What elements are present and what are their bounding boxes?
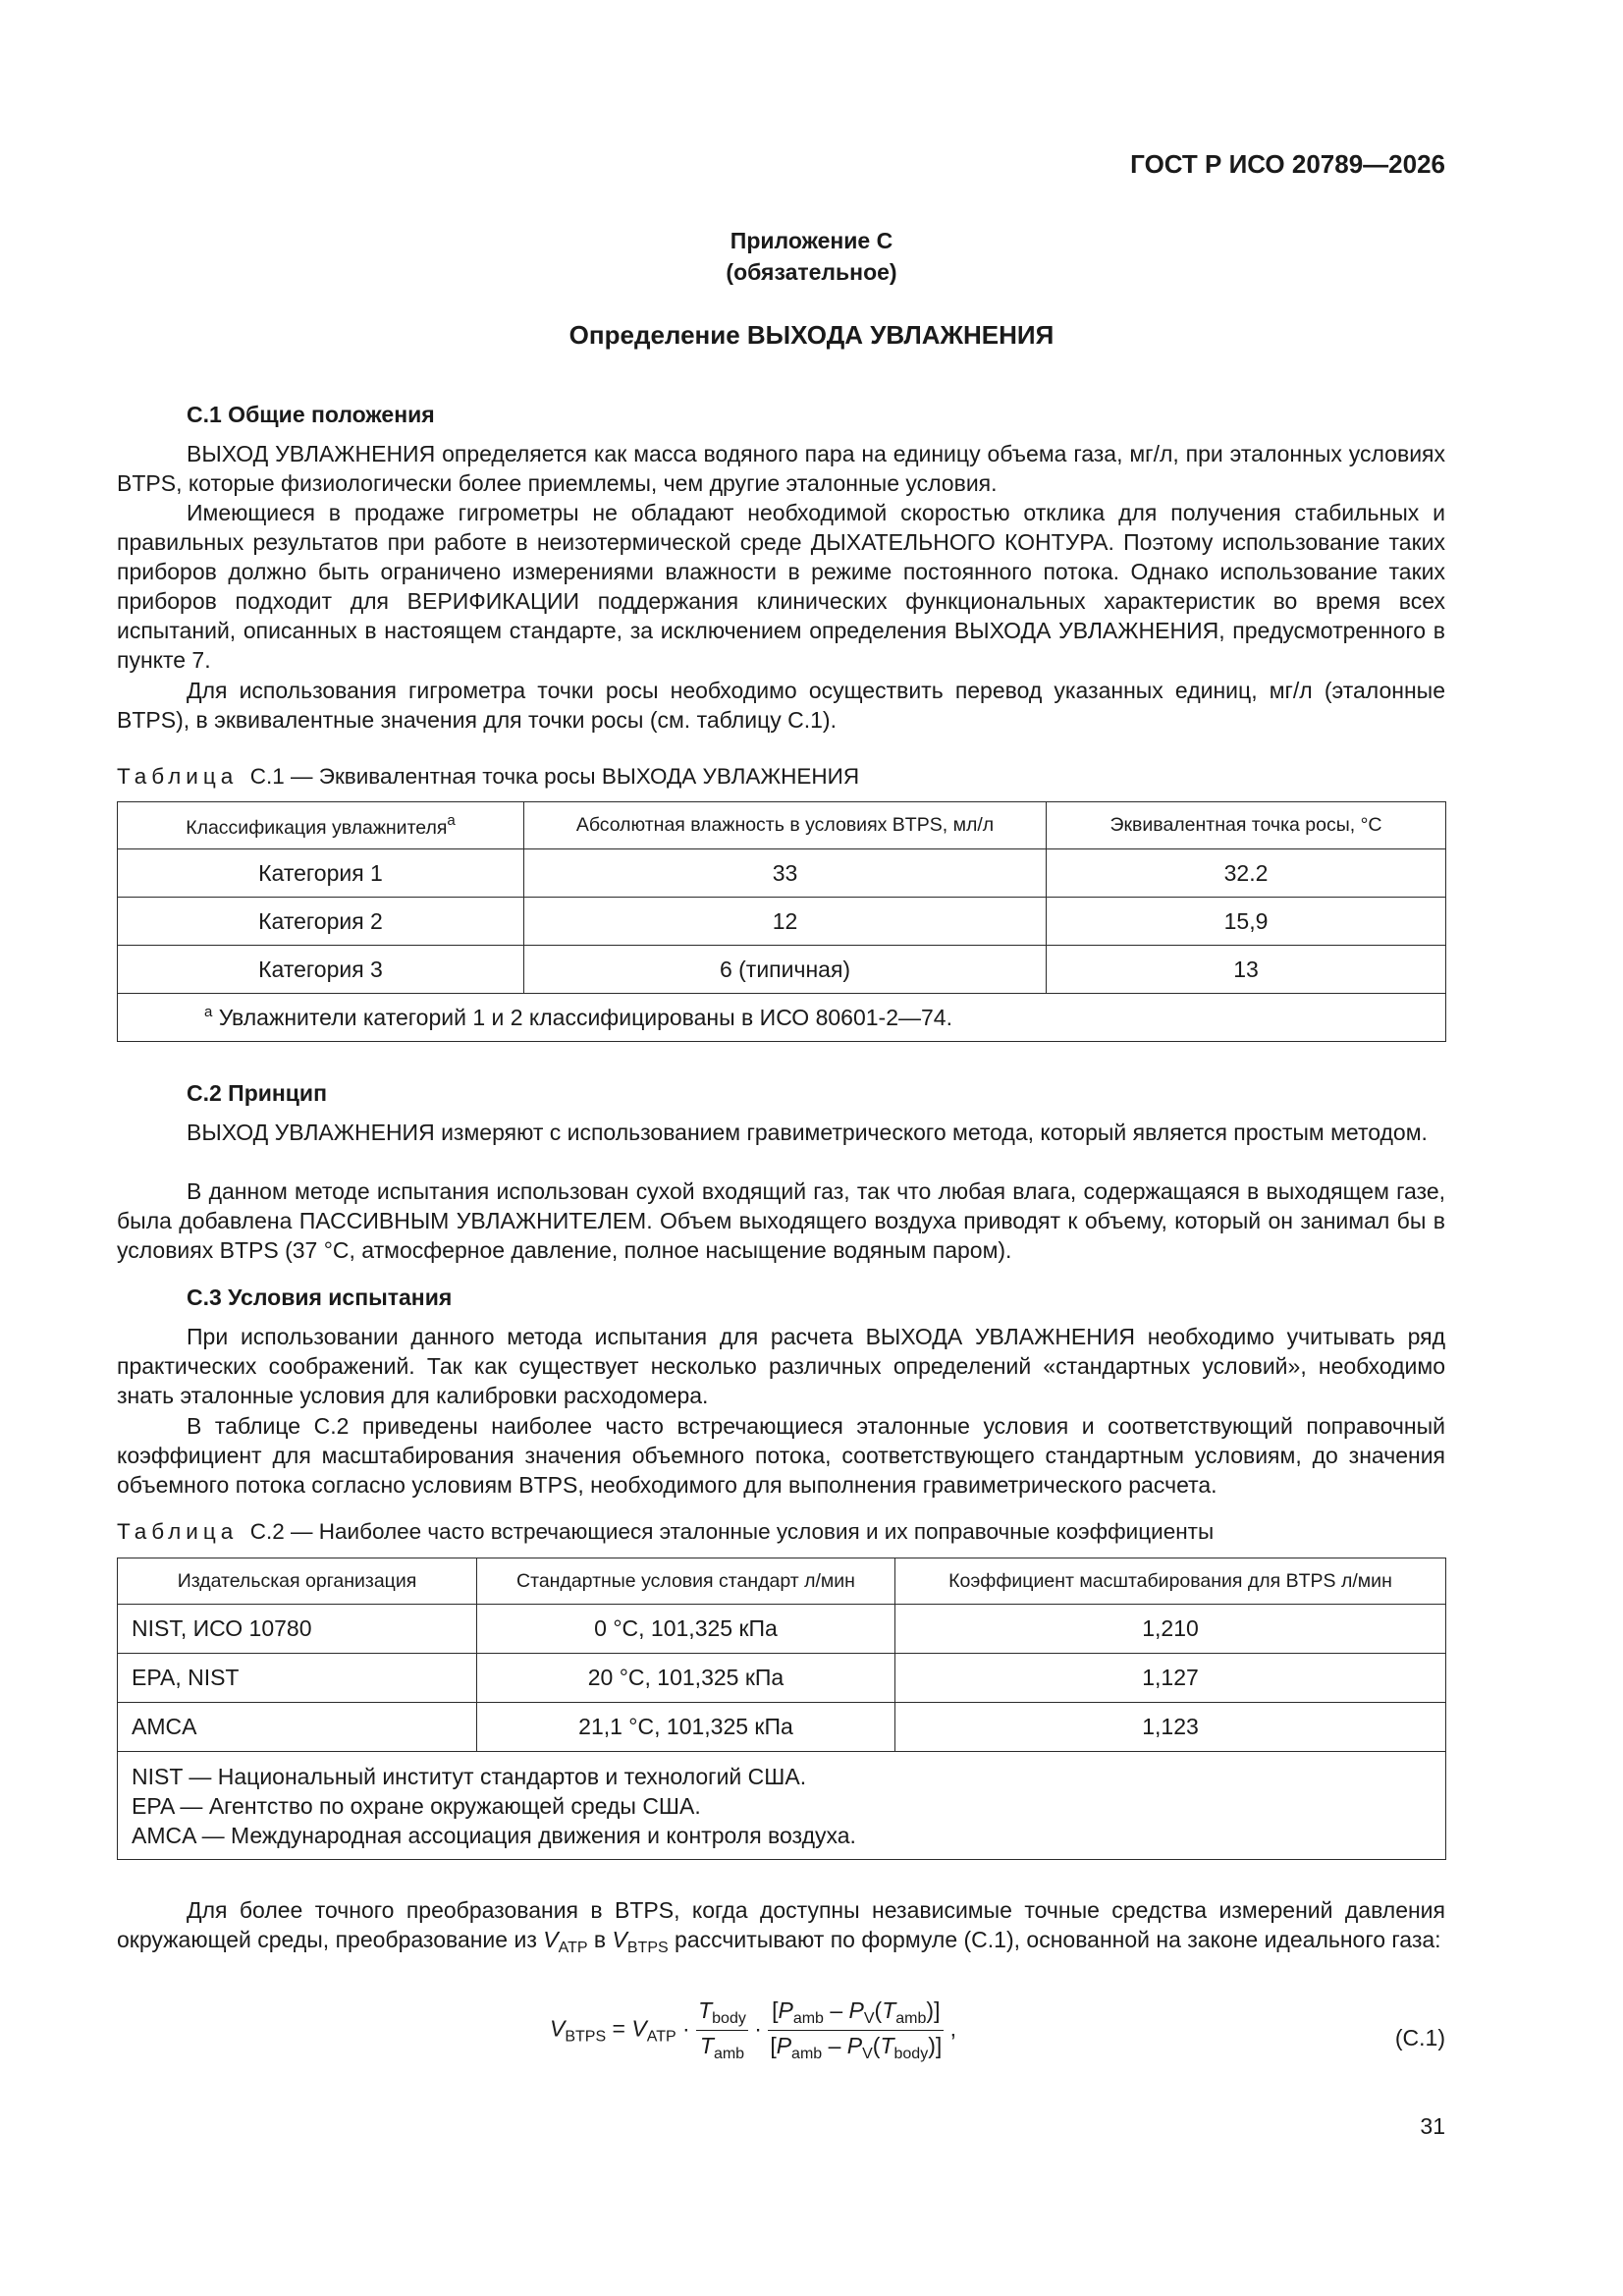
table-row — [118, 849, 1446, 898]
table-cell: 15,9 — [1047, 898, 1446, 946]
table-notes — [118, 1752, 1446, 1860]
table-cell: 13 — [1047, 946, 1446, 994]
table-footnote: $^a$ Увлажнители категорий 1 и 2 классифицированы в ИСО 80601-2—74. — [118, 994, 1446, 1042]
table-caption-word: Таблица — [117, 764, 239, 789]
table-row — [118, 1703, 1446, 1752]
column-header: Абсолютная влажность в условиях BTPS, мл/л — [524, 802, 1047, 849]
table-cell: 21,1 °С, 101,325 кПа — [477, 1703, 895, 1752]
table-cell: Категория 1 — [118, 849, 524, 898]
table-cell: Категория 2 — [118, 898, 524, 946]
table-cell: 12 — [524, 898, 1047, 946]
column-header: Коэффициент масштабирования для BTPS л/мин — [895, 1558, 1446, 1605]
table-row — [118, 898, 1446, 946]
table-header-row — [118, 1558, 1446, 1605]
paragraph: В данном методе испытания использован сухой входящий газ, так что любая влага, содержащаяся в выходящем газе, была добавлена ПАССИВНЫМ УВЛАЖНИТЕЛЕМ. Объем выходящего воздуха приводят к объему, который он занимал бы в условиях BTPS (37 °С, атмосферное давление, полное насыщение водяным паром). — [117, 1178, 1445, 1263]
table-caption — [117, 1519, 1214, 1545]
table-caption-text: С.2 — Наиболее часто встречающиеся эталонные условия и их поправочные коэффициенты — [249, 1519, 1215, 1544]
abbreviation-note: NIST — Национальный институт стандартов и технологий США. — [132, 1763, 807, 1789]
paragraph: ВЫХОД УВЛАЖНЕНИЯ определяется как масса водяного пара на единицу объема газа, мг/л, при эталонных условиях BTPS, которые физиологически более приемлемы, чем другие эталонные условия. — [117, 441, 1445, 496]
table-caption — [117, 764, 859, 790]
reference-conditions-table — [117, 1558, 1446, 1860]
table-cell: NIST, ИСО 10780 — [118, 1605, 477, 1654]
page-number: 31 — [1420, 2113, 1445, 2139]
table-cell: 1,123 — [895, 1703, 1446, 1752]
table-cell: Категория 3 — [118, 946, 524, 994]
table-cell: AMCA — [118, 1703, 477, 1752]
table-cell: 6 (типичная) — [524, 946, 1047, 994]
footnote-marker: a — [447, 811, 456, 829]
table-cell: 0 °С, 101,325 кПа — [477, 1605, 895, 1654]
abbreviation-note: EPA — Агентство по охране окружающей среды США. — [132, 1792, 701, 1819]
abbreviation-note: AMCA — Международная ассоциация движения и контроля воздуха. — [132, 1822, 856, 1848]
table-row — [118, 946, 1446, 994]
paragraph: Для использования гигрометра точки росы необходимо осуществить перевод указанных единиц, мг/л (эталонные BTPS), в эквивалентные значения для точки росы (см. таблицу С.1). — [117, 678, 1445, 733]
column-header: Стандартные условия стандарт л/мин — [477, 1558, 895, 1605]
table-cell: EPA, NIST — [118, 1654, 477, 1703]
pressure-ratio: $\frac{[P_{amb} - P_V(T_{amb})]}{[P_{amb} - P_V(T_{body})]}$ — [770, 1997, 943, 2062]
paragraph-btps-conversion: Для более точного преобразования в BTPS, когда доступны независимые точные средства измерений давления окружающей среды, преобразование из $V_{ATP}$ в $V_{BTPS}$ рассчитывают по формуле (С.1), основанной на законе идеального газа: — [117, 1897, 1445, 1956]
table-cell: 1,127 — [895, 1654, 1446, 1703]
table-row — [118, 1605, 1446, 1654]
table-notes-row — [118, 1752, 1446, 1860]
standard-designation: ГОСТ Р ИСО 20789—2026 — [1130, 149, 1445, 179]
table-cell: 33 — [524, 849, 1047, 898]
paragraph: В таблице С.2 приведены наиболее часто встречающиеся эталонные условия и соответствующий поправочный коэффициент для масштабирования значения объемного потока, соответствующего стандартным условиям, до значения объемного потока согласно условиям BTPS, необходимого для выполнения гравиметрического расчета. — [117, 1413, 1445, 1498]
dew-point-table — [117, 801, 1446, 1042]
table-row — [118, 1654, 1446, 1703]
formula-number: (С.1) — [1394, 2025, 1445, 2050]
table-cell: 20 °С, 101,325 кПа — [477, 1654, 895, 1703]
section-heading-c1: С.1 Общие положения — [187, 402, 435, 427]
table-header-row — [118, 802, 1446, 849]
column-header: Издательская организация — [118, 1558, 477, 1605]
appendix-title: Определение ВЫХОДА УВЛАЖНЕНИЯ — [568, 320, 1055, 350]
temperature-ratio: $\frac{T_{body}}{T_{amb}}$ — [698, 1997, 746, 2062]
section-heading-c3: С.3 Условия испытания — [187, 1285, 453, 1310]
paragraph: Имеющиеся в продаже гигрометры не обладают необходимой скоростью отклика для получения стабильных и правильных результатов при работе в неизотермической среде ДЫХАТЕЛЬНОГО КОНТУРА. Поэтому использование таких приборов должно быть ограничено измерениями влажности в режиме постоянного потока. Однако использование таких приборов подходит для ВЕРИФИКАЦИИ поддержания клинических функциональных характеристик во время всех испытаний, описанных в настоящем стандарте, за исключением определения ВЫХОДА УВЛАЖНЕНИЯ, предусмотренного в пункте 7. — [117, 500, 1445, 673]
table-cell: 1,210 — [895, 1605, 1446, 1654]
column-header: Классификация увлажнителя$^a$ — [118, 802, 524, 849]
table-cell: 32.2 — [1047, 849, 1446, 898]
paragraph: При использовании данного метода испытания для расчета ВЫХОДА УВЛАЖНЕНИЯ необходимо учитывать ряд практических соображений. Так как существует несколько различных определений «стандартных условий», необходимо знать эталонные условия для калибровки расходомера. — [117, 1324, 1445, 1408]
section-heading-c2: С.2 Принцип — [187, 1080, 327, 1106]
table-caption-word: Таблица — [117, 1519, 239, 1544]
column-header: Эквивалентная точка росы, °С — [1047, 802, 1446, 849]
paragraph: ВЫХОД УВЛАЖНЕНИЯ измеряют с использованием гравиметрического метода, который является простым методом. — [187, 1120, 1428, 1145]
formula-c1: $V_{BTPS} = V_{ATP}$ · $\frac{T_{body}}{T_{amb}}$ · $\frac{[P_{amb} - P_V(T_{amb})]}{[P_{amb} - P_V(T_{body})]}$ , — [550, 1997, 957, 2062]
appendix-label: Приложение С — [730, 228, 893, 253]
table-footnote-row — [118, 994, 1446, 1042]
appendix-status: (обязательное) — [726, 259, 897, 285]
table-caption-text: С.1 — Эквивалентная точка росы ВЫХОДА УВЛАЖНЕНИЯ — [249, 764, 860, 789]
